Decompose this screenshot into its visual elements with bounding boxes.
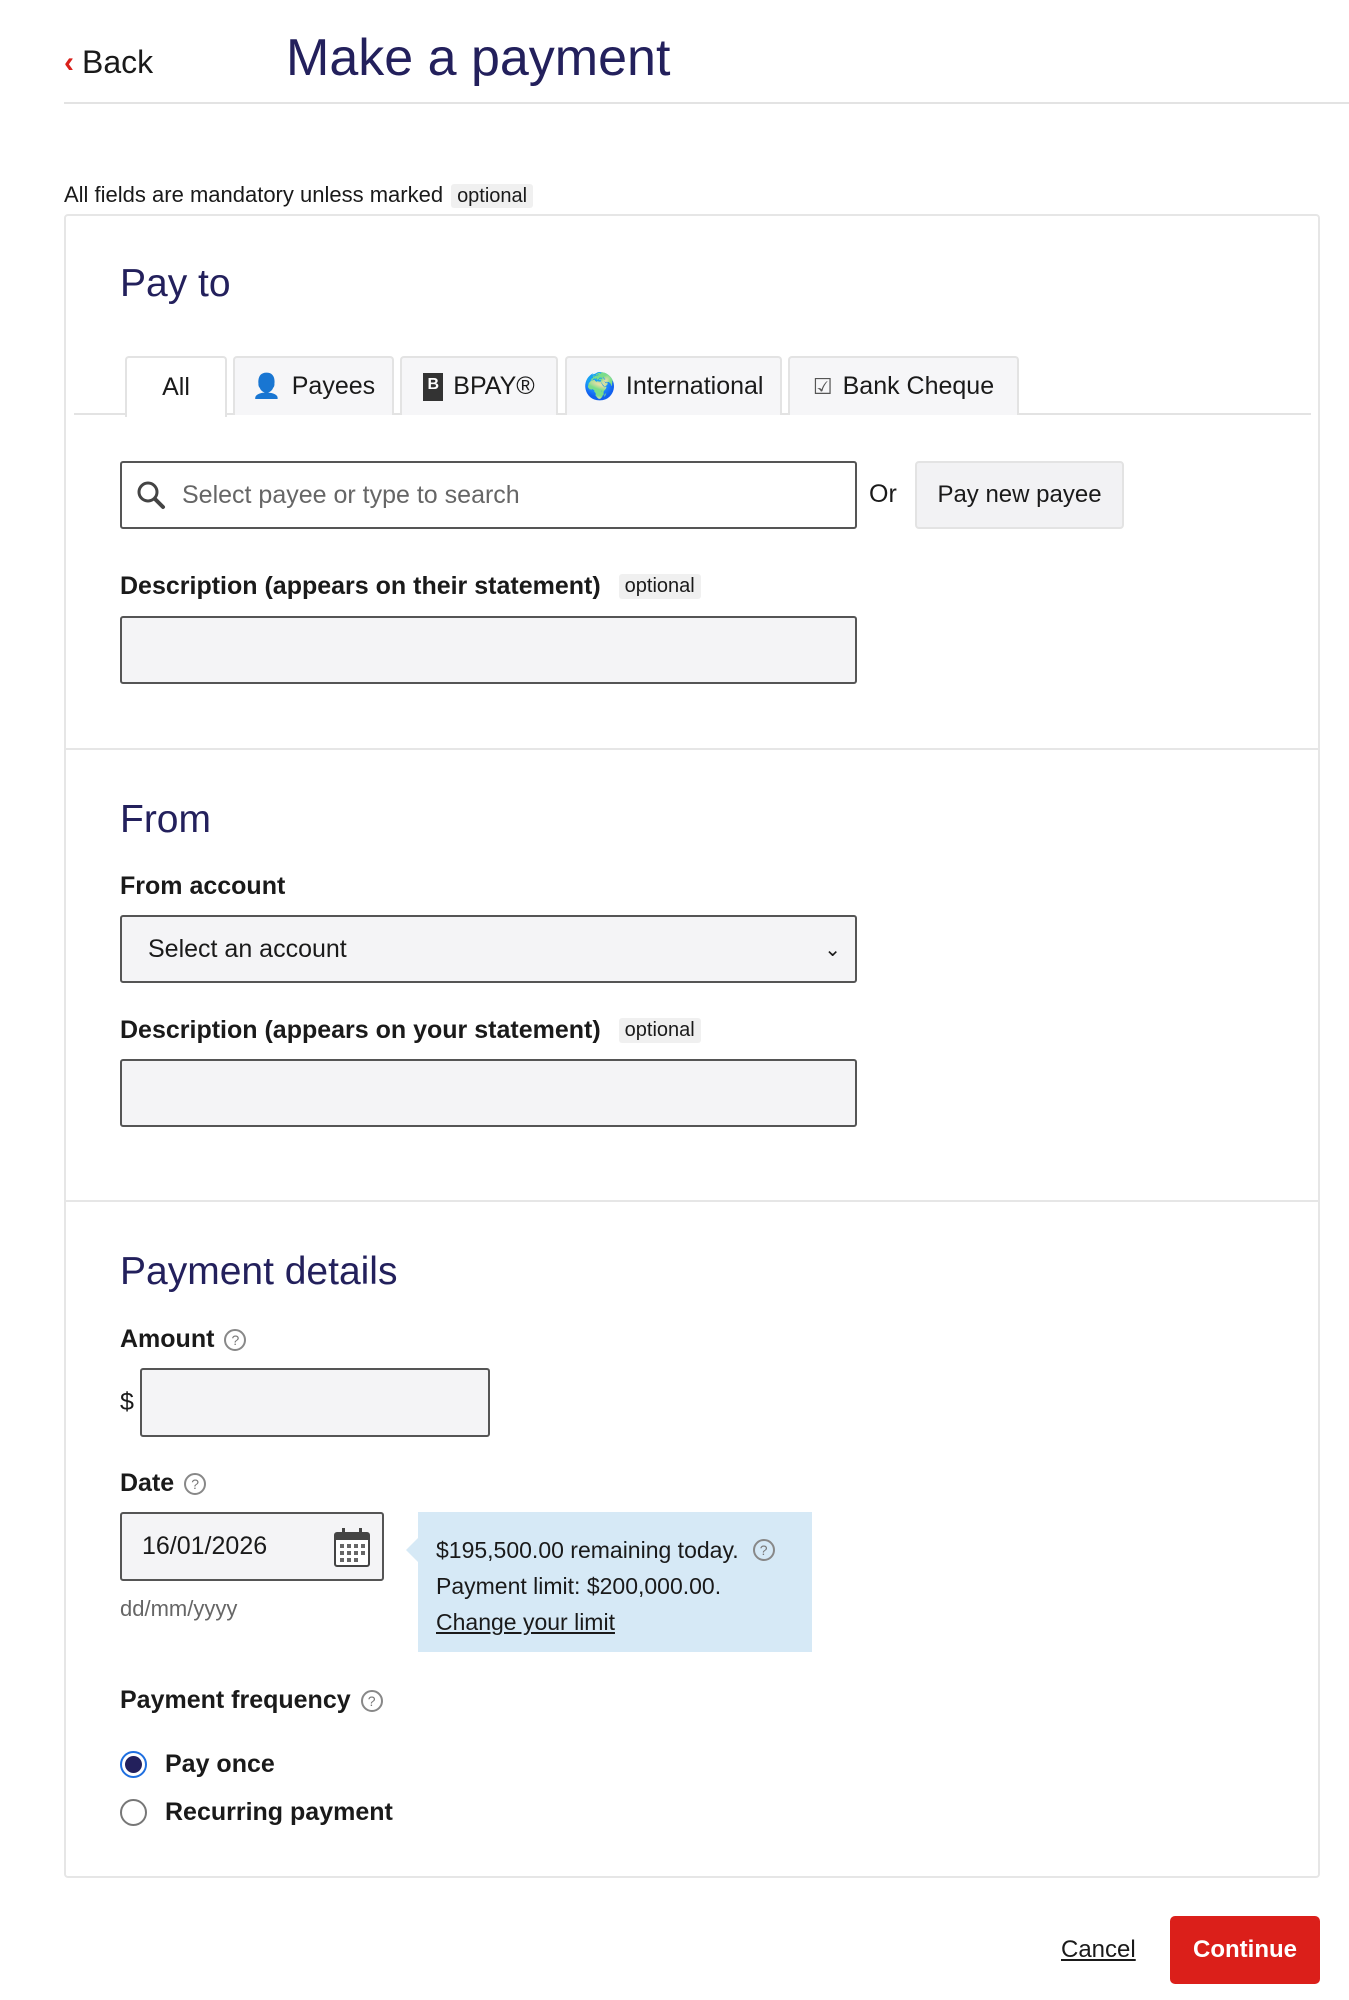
optional-tag: optional [619, 574, 701, 599]
info-pointer [406, 1538, 418, 1562]
radio-label: Recurring payment [165, 1798, 393, 1826]
label-text: Amount [120, 1325, 215, 1353]
input-value: 16/01/2026 [142, 1532, 268, 1560]
label-text: Date [120, 1469, 175, 1497]
date-label [120, 1469, 206, 1498]
continue-button[interactable]: Continue [1170, 1916, 1320, 1984]
cancel-link[interactable]: Cancel [1061, 1936, 1136, 1963]
payment-details-heading: Payment details [120, 1250, 398, 1293]
payment-limit-info [418, 1512, 812, 1652]
section-divider [66, 748, 1318, 750]
from-account-label [120, 872, 285, 901]
tab-international[interactable] [565, 356, 782, 415]
section-divider [66, 1200, 1318, 1202]
radio-button[interactable] [120, 1751, 147, 1778]
chevron-down-icon: ⌄ [824, 938, 841, 961]
radio-pay-once[interactable] [120, 1750, 275, 1779]
from-account-select[interactable] [120, 915, 857, 983]
from-heading: From [120, 798, 211, 841]
search-placeholder: Select payee or type to search [182, 480, 520, 509]
cheque-icon: ☑ [812, 373, 833, 399]
your-description-input[interactable] [120, 1059, 857, 1127]
amount-input[interactable] [140, 1368, 490, 1437]
header-divider [64, 102, 1349, 104]
limit-text: Payment limit: $200,000.00. [436, 1573, 722, 1599]
tab-label: All [162, 373, 190, 401]
label-text: Description (appears on their statement) [120, 572, 601, 600]
help-icon[interactable]: ? [361, 1690, 383, 1712]
tab-label: Bank Cheque [842, 372, 995, 400]
help-icon[interactable]: ? [224, 1329, 246, 1351]
change-limit-link[interactable]: Change your limit [436, 1609, 615, 1635]
tab-bank-cheque[interactable] [788, 356, 1019, 415]
tab-all[interactable] [125, 356, 227, 417]
chevron-left-icon: ‹ [64, 45, 74, 79]
help-icon[interactable]: ? [753, 1539, 775, 1561]
person-icon: 👤 [251, 373, 282, 400]
pay-to-heading: Pay to [120, 262, 231, 305]
search-icon [136, 480, 166, 510]
note-text: All fields are mandatory unless marked [64, 182, 444, 207]
page-title: Make a payment [286, 29, 671, 87]
or-text: Or [869, 480, 897, 508]
label-text: Payment frequency [120, 1686, 351, 1714]
mandatory-note [64, 182, 533, 208]
label-text: From account [120, 872, 286, 900]
bpay-icon: B [423, 373, 443, 401]
radio-button[interactable] [120, 1799, 147, 1826]
label-text: Description (appears on your statement) [120, 1016, 601, 1044]
help-icon[interactable]: ? [184, 1473, 206, 1495]
currency-symbol: $ [120, 1388, 134, 1416]
optional-tag: optional [451, 184, 533, 208]
remaining-text: $195,500.00 remaining today. [436, 1537, 739, 1563]
pay-new-payee-button[interactable]: Pay new payee [915, 461, 1124, 529]
tab-bpay[interactable] [400, 356, 558, 415]
date-format-hint: dd/mm/yyyy [120, 1596, 238, 1621]
back-label: Back [82, 44, 154, 80]
tab-label: BPAY® [453, 372, 535, 400]
back-link[interactable] [64, 44, 153, 81]
selected-value: Select an account [148, 934, 347, 963]
tab-label: Payees [291, 372, 376, 400]
payee-search-input[interactable] [120, 461, 857, 529]
their-description-label [120, 572, 701, 601]
optional-tag: optional [619, 1018, 701, 1043]
date-input[interactable] [120, 1512, 384, 1581]
frequency-label [120, 1686, 383, 1715]
your-description-label [120, 1016, 701, 1045]
calendar-icon[interactable] [334, 1527, 370, 1567]
globe-icon: 🌍 [583, 371, 616, 401]
radio-recurring-payment[interactable] [120, 1798, 393, 1827]
amount-label [120, 1325, 246, 1354]
their-description-input[interactable] [120, 616, 857, 684]
tab-label: International [625, 372, 764, 400]
tab-payees[interactable] [233, 356, 394, 415]
radio-label: Pay once [165, 1750, 275, 1778]
